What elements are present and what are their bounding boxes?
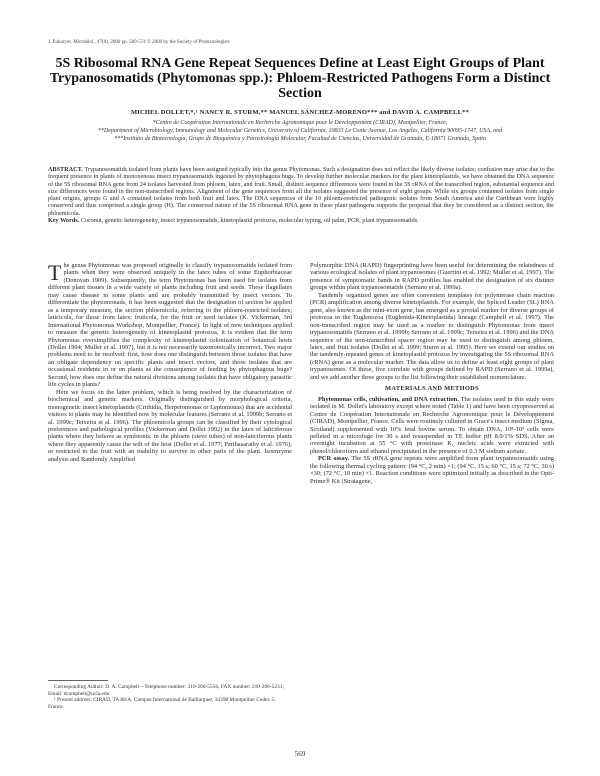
left-column xyxy=(48,262,292,463)
affiliations xyxy=(60,119,540,143)
methods-paragraph-2: PCR assay. The 5S rRNA gene repeats were amplified from plant trypanosomatids using the following thermal cycling pattern: (94 °C, 2 min) ×1; (94 °C, 15 s; 60 °C, 15 s; 72 °C, 30 s) ×30; (72 °C, 10 min) ×1. Reaction conditions were optimized initially as described in the Opti-Prime® Kit (Stratagene, xyxy=(310,455,554,485)
abstract-text: Trypanosomatids isolated from plants have been assigned typically into the genus Phytomonas. Such a designation does not reflect the likely diverse isolates; confusion may arise due to the frequent presence in plants of monoxenous insect trypanosomatids ingested by phytophagous bugs. To develop further molecular markers for the plant kinetoplastids, we have obtained the DNA sequence of the 5S ribosomal RNA gene from 24 isolates harvested from phloem, latex, and fruit. Small, distinct sequence differences were found in the 5S rRNA of the transcribed region, substantial sequence and size differences were found in the non-transcribed regions. Alignment of the gene sequences from all the isolates suggested the presence of eight groups. While six groups contained isolates from single plant origins, groups G and A contained isolates from both fruit and latex. The DNA sequences of the 10 phloem-restricted pathogenic isolates from South America and the Caribbean were highly conserved and thus comprised a single group (H). The conserved nature of the 5S ribosomal RNA gene in these plant pathogens supports the proposal that they be considered as a distinct section, the phloemicola. xyxy=(48,166,554,217)
abstract-label: ABSTRACT. xyxy=(48,166,83,173)
affiliation-3: ***Instituto de Biotecnología, Grupo de Bioquímica y Parasitología Molecular, Facultad de Ciencias, Universidad de Granada, E-18071 Granada, Spain xyxy=(114,136,486,142)
drop-cap: T xyxy=(48,260,62,285)
intro-paragraph-1: The genus Phytomonas was proposed originally to classify trypanosomatids isolated from plants when they were observed uniquely in the latex tubes of some Euphorbiaceae (Donovan 1909). Subsequently, the term Phytomonas has been used for isolates from different plant tissues in a wide variety of plants including fruit and seeds. These flagellates may cause disease in some plants and are probably transmitted by insect vectors. To differentiate the phytomonads, it has been suggested that the designation of section be applied as a temporary measure, the section phloemicola, referring to the phloem-restricted isolates; laticicola, for those from latex; fruticola, for the fruit or seed isolates (K. Vickerman, 3rd International Phytomonas Workshop, Montpellier, France). In light of new techniques applied to measure the genetic heterogeneity of kinetoplastid protozoa, it is evident that the term Phytomonas oversimplifies the complexity of kinetoplastid colonization of botanical hosts (Dollet 1994; Muller et al. 1997), but it is not necessarily taxonomically incorrect. Two major problems need to be resolved: first, how does one distinguish between those isolates that have an obligate dependency on specific plants and insect vectors, and those isolates that are occasional residents in or on plants as the consequence of feeding by phytophagous bugs? Second, how does one define the natural divisions among isolates that have obligatory parasitic life cycles in plants? xyxy=(48,260,292,389)
journal-citation: J. Eukaryot. Microbiol., 47(6), 2000 pp. 569-574 © 2000 by the Society of Protozoologists xyxy=(48,40,230,45)
footnote-corresponding: Corresponding Author: D. A. Campbell—Telephone number: 310-206-5556; FAX number: 310-206-5231; Email: dcampbell@ucla.edu xyxy=(48,684,284,697)
affiliation-2: **Department of Microbiology, Immunology and Molecular Genetics, University of California, 10833 Le Conte Avenue, Los Angeles, California 90095-1747, USA, and xyxy=(97,128,503,134)
keywords-label: Key Words. xyxy=(48,217,80,225)
affiliation-1: *Centre de Coopération Internationale en Recherche Agronomique pour le Développement (CIRAD), Montpellier, France, xyxy=(152,120,448,126)
abstract xyxy=(48,166,554,224)
footnotes xyxy=(48,684,292,710)
keywords-text: Coconut, genetic heterogeneity, insect trypanosomatids, kinetoplastid protozoa, molecular typing, oil palm, PCR, plant trypanosomatids. xyxy=(80,217,419,225)
footnote-address: ¹ Present address: CIRAD, TA 80/A, Campus International de Baillarguet, 34398 Montpellier Cedex 5, France. xyxy=(48,697,276,710)
methods-paragraph-1: Phytomonas cells, cultivation, and DNA extraction. The isolates used in this study were isolated in M. Dollet's laboratory except where noted (Table 1) and have been cryopreserved at Centre de Coopération Internationale en Recherche Agronomique pour le Développement (CIRAD), Montpellier, France. Cells were routinely cultured in Grace's insect medium (Sigma, Scotland) supplemented with 10% fetal bovine serum. To obtain DNA, 10⁸-10⁹ cells were pelleted in a microfuge for 30 s and resuspended in TE buffer pH 8.0/1% SDS. After an overnight incubation at 55 °C with proteinase K, nucleic acids were extracted with phenol/chloroform and ethanol precipitated in the presence of 0.3 M sodium acetate. xyxy=(310,395,554,455)
intro-paragraph-3: Polymorphic DNA (RAPD) fingerprinting have been useful for determining the relatedness of various ecological isolates of plant trypanosomes (Guerrini et al. 1992; Muller et al. 1997). The presence of symptomatic bands in RAPD profiles has enabled the designation of six distinct groups within plant trypanosomatids (Serrano et al. 1999a). xyxy=(310,262,554,292)
intro-paragraph-4: Tandemly organized genes are often convenient templates for polymerase chain reaction (PCR) amplification among diverse kinetoplastids. For example, the Spliced Leader (SL) RNA gene, also known as the mini-exon gene, has emerged as a pivotal marker for diverse groups of protozoa in the Euglenozoa (Euglenida-Kinetoplastida) lineage (Campbell et al. 1997). The non-transcribed region may be used as a marker to distinguish Phytomonas from insect trypanosomatids (Serrano et al. 1999b; Serrano et al. 1999c; Teixeira et al. 1996) and the DNA sequence of the non-transcribed spacer region may be used to distinguish among phloem, latex, and fruit isolates (Dollet et al. 1999; Sturm et al. 1995). Here we extend our studies on the tandemly-repeated genes of kinetoplastid protozoa by investigating the 5S ribosomal RNA (rRNA) gene as a molecular marker. The data allow us to define at least eight groups of plant trypanosomes. Of these, five correlate with groups defined by RAPD (Serrano et al. 1999a), and we add another three groups to the list following their established nomenclature. xyxy=(310,291,554,381)
right-column xyxy=(310,262,554,485)
article-title: 5S Ribosomal RNA Gene Repeat Sequences Define at Least Eight Groups of Plant Trypanosomatids (Phytomonas spp.): Phloem-Restricted Pathogens Form a Distinct Section xyxy=(49,56,551,101)
footnote-divider xyxy=(48,680,108,681)
methods-heading: MATERIALS AND METHODS xyxy=(385,385,479,393)
author-list: MICHEL DOLLET,*,¹ NANCY R. STURM,** MANUEL SÁNCHEZ-MORENO*** and DAVID A. CAMPBELL** xyxy=(130,109,470,116)
page-number: 569 xyxy=(294,750,306,758)
intro-paragraph-2: Here we focus on the latter problem, which is being resolved by the characterization of biochemical and genetic markers. Originally distinguished by morphological criteria, monogenetic insect kinetoplastids (Crithidia, Herpetomonas or Leptomonas) that are accidental visitors to plants may be identified now by molecular features (Serrano et al. 1999b; Serrano et al. 1999c; Teixeira et al. 1996). The phloemicola groups can be classified by their cytological preferences and pathological profiles (Vickerman and Dollet 1992) in the latex of laticiferous plants where they behave as symbionts; in the phloem (sieve tubes) of non-laticiferous plants where they apparently cause the wilt of the host (Dollet et al. 1977; Parthasarathy et al. 1976); or restricted to the fruit with an inability to survive in other parts of the plant. Isoenzyme analysis and Randomly Amplified xyxy=(48,388,292,463)
